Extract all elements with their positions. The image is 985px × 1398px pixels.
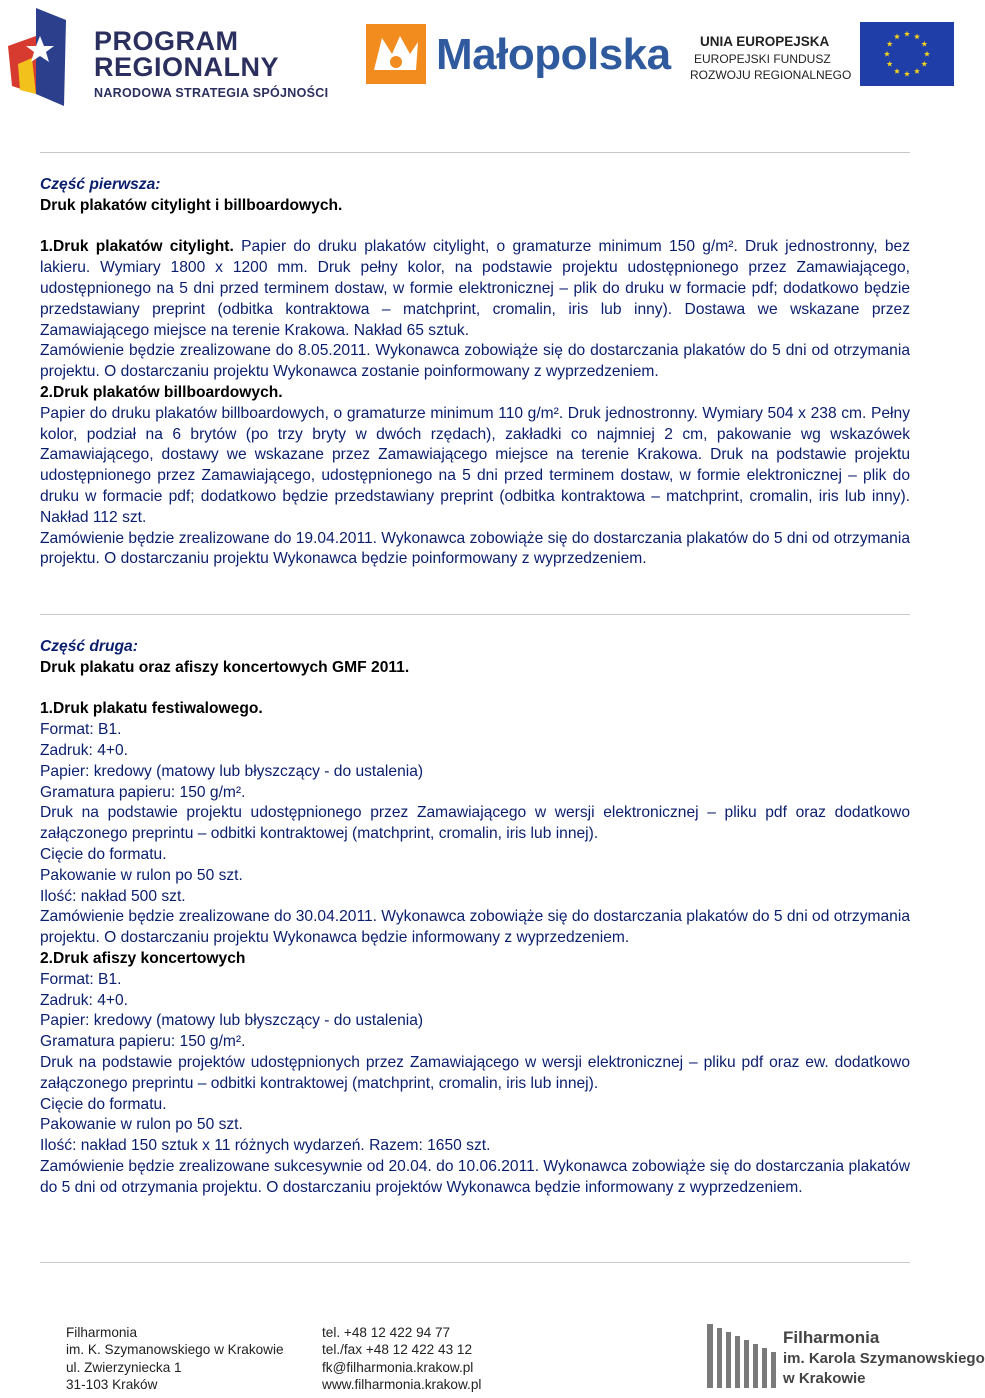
part2-heading: Część druga: — [40, 638, 138, 655]
eu-flag-icon — [860, 22, 954, 86]
footer-address-line: Filharmonia — [66, 1325, 138, 1340]
part2-item2-line: Papier: kredowy (matowy lub błyszczący - do ustalenia) — [40, 1012, 424, 1030]
footer-website-link[interactable]: www.filharmonia.krakow.pl — [322, 1377, 482, 1393]
part2-item1-line: Gramatura papieru: 150 g/m². — [40, 783, 246, 801]
malopolska-emblem-icon — [366, 24, 426, 84]
part2-item2-line: Ilość: nakład 150 sztuk x 11 różnych wydarzeń. Razem: 1650 szt. — [40, 1137, 491, 1155]
eu-line2: EUROPEJSKI FUNDUSZ — [694, 52, 831, 66]
part2-item1-line: Papier: kredowy (matowy lub błyszczący - do ustalenia) — [40, 762, 424, 780]
part1-section — [40, 175, 910, 570]
part2-item1-line: Zadruk: 4+0. — [40, 741, 128, 759]
footer-address-line: ul. Zwierzyniecka 1 — [66, 1359, 182, 1375]
part2-title: Druk plakatu oraz afiszy koncertowych GMF 2011. — [40, 658, 410, 676]
part2-item2-label: 2.Druk afiszy koncertowych — [40, 949, 246, 967]
part1-item1 — [40, 237, 910, 341]
part2-item2-line: Zadruk: 4+0. — [40, 991, 128, 1009]
part1-title: Druk plakatów citylight i billboardowych. — [40, 196, 343, 214]
top-divider — [40, 152, 910, 153]
part2-item1-line: Format: B1. — [40, 721, 122, 739]
footer-phone: tel. +48 12 422 94 77 — [322, 1325, 451, 1340]
program-title-line2: REGIONALNY — [94, 52, 280, 82]
part2-item1-label: 1.Druk plakatu festiwalowego. — [40, 700, 263, 718]
part1-item2-label: 2.Druk plakatów billboardowych. — [40, 383, 283, 401]
part1-heading: Część pierwsza: — [40, 176, 161, 193]
program-title-line1: PROGRAM — [94, 26, 239, 56]
footer-divider — [40, 1262, 910, 1263]
filharmonia-logo — [703, 1322, 985, 1392]
part1-item2-text2: Zamówienie będzie zrealizowane do 19.04.2011. Wykonawca zobowiąże się do dostarczania plakatów do 5 dni od otrzymania projektu. O dostarczaniu projektu Wykonawca będzie poinformowany z wyprzedzeniem. — [40, 529, 910, 568]
eu-logo — [690, 22, 955, 88]
part2-item1-line: Ilość: nakład 500 szt. — [40, 887, 186, 905]
part1-item1-text2: Zamówienie będzie zrealizowane do 8.05.2011. Wykonawca zobowiąże się do dostarczania plakatów do 5 dni od otrzymania projektu. O dostarczaniu projektu Wykonawca zostanie poinformowany z wyprzedzeniem. — [40, 342, 910, 381]
part1-item1-label: 1.Druk plakatów citylight. — [40, 238, 234, 256]
footer-address-line: im. K. Szymanowskiego w Krakowie — [66, 1342, 284, 1358]
part2-item1-line: Zamówienie będzie zrealizowane do 30.04.2011. Wykonawca zobowiąże się do dostarczania plakatów do 5 dni od otrzymania projektu. O dostarczaniu projektu Wykonawca będzie informowany z wyprzedzeniem. — [40, 908, 910, 947]
part2-item2-line: Gramatura papieru: 150 g/m². — [40, 1033, 246, 1051]
footer-fax: tel./fax +48 12 422 43 12 — [322, 1342, 473, 1358]
part2-section — [40, 637, 910, 1199]
eu-line3: ROZWOJU REGIONALNEGO — [690, 68, 852, 82]
part2-item2-line: Cięcie do formatu. — [40, 1095, 167, 1113]
part2-item1-line: Pakowanie w rulon po 50 szt. — [40, 866, 243, 884]
part1-item1-text1: Papier do druku plakatów citylight, o gramaturze minimum 150 g/m². Druk jednostronny, bez lakieru. Wymiary 1800 x 1200 mm. Druk pełny kolor, na podstawie projektu udostępnionego przez Zamawiającego, udostępnionego na 5 dni przed terminem dostaw, w formie elektronicznej – plik do druku w formacie pdf; dodatkowo będzie przedstawiany preprint (odbitka kontraktowa – matchprint, cromalin, iris lub inny). Dostawa we wskazane przez Zamawiającego miejsce na terenie Krakowa. Nakład 65 sztuk. — [40, 238, 911, 339]
part2-item2-line: Druk na podstawie projektów udostępnionych przez Zamawiającego w wersji elektronicznej – pliku pdf oraz ew. dodatkowo załączonego preprintu – odbitki kontraktowej (matchprint, cromalin, iris lub innej). — [40, 1053, 910, 1092]
footer-address — [66, 1324, 284, 1394]
part2-item1-line: Druk na podstawie projektu udostępnionego przez Zamawiającego w wersji elektronicznej – pliku pdf oraz dodatkowo załączonego preprintu – odbitki kontraktowej (matchprint, cromalin, iris lub innej). — [40, 804, 910, 843]
part2-item1-line: Cięcie do formatu. — [40, 845, 167, 863]
middle-divider — [40, 614, 910, 615]
part2-item2-line: Format: B1. — [40, 970, 122, 988]
part1-item2-text1: Papier do druku plakatów billboardowych, o gramaturze minimum 110 g/m². Druk jednostronny. Wymiary 504 x 238 cm. Pełny kolor, podział na 6 brytów (po trzy bryty w dwóch rzędach), zakładki co najmniej 2 cm, pakowanie wg wskazówek Zamawiającego, dostawy we wskazane przez Zamawiającego miejsce na terenie Krakowa. Druk na podstawie projektu udostępnionego przez Zamawiającego, udostępnionego na 5 dni przed terminem dostaw, w formie elektronicznej – plik do druku w formacie pdf; dodatkowo będzie przedstawiany preprint (odbitka kontraktowa – matchprint, cromalin, iris lub inny). Nakład 112 szt. — [40, 404, 910, 526]
filharmonia-logo-line1: Filharmonia — [783, 1328, 880, 1347]
malopolska-wordmark: Małopolska — [436, 30, 671, 79]
program-subtitle: NARODOWA STRATEGIA SPÓJNOŚCI — [94, 86, 329, 100]
filharmonia-emblem-icon — [703, 1322, 777, 1390]
eu-line1: UNIA EUROPEJSKA — [700, 34, 830, 49]
footer-contact — [322, 1324, 481, 1394]
filharmonia-logo-line2: im. Karola Szymanowskiego — [783, 1350, 985, 1367]
filharmonia-logo-line3: w Krakowie — [783, 1370, 866, 1387]
part2-item2-line: Zamówienie będzie zrealizowane sukcesywnie od 20.04. do 10.06.2011. Wykonawca zobowiąże się do dostarczania plakatów do 5 dni od otrzymania projektu. O dostarczaniu projektów Wykonawca będzie informowany z wyprzedzeniem. — [40, 1157, 910, 1196]
malopolska-logo — [366, 20, 671, 86]
program-regionalny-emblem-icon — [6, 6, 86, 108]
part2-item2-line: Pakowanie w rulon po 50 szt. — [40, 1116, 243, 1134]
program-regionalny-logo — [6, 6, 329, 108]
footer-email-link[interactable]: fk@filharmonia.krakow.pl — [322, 1359, 474, 1375]
footer-address-line: 31-103 Kraków — [66, 1377, 158, 1393]
